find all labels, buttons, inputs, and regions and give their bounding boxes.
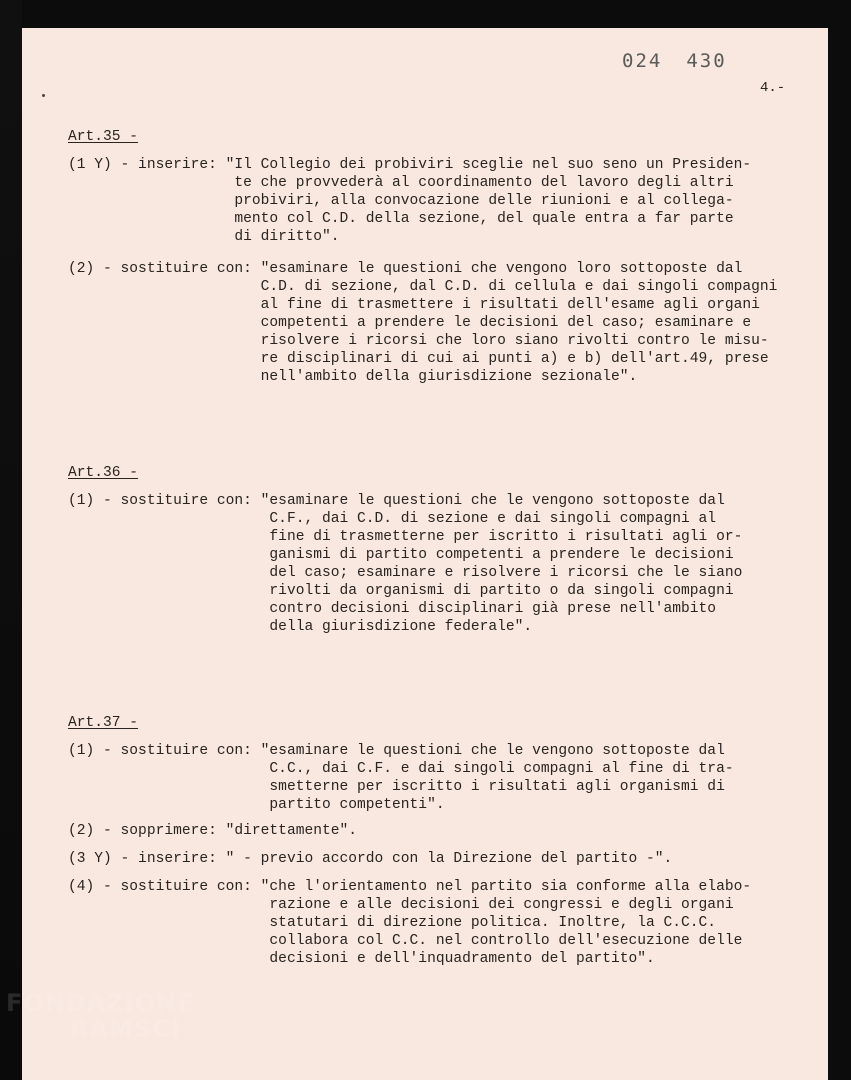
art36-line: C.F., dai C.D. di sezione e dai singoli compagni al: [68, 511, 717, 527]
archive-number-b: 430: [686, 50, 727, 72]
art35-line: te che provvederà al coordinamento del lavoro degli altri: [68, 175, 734, 191]
page-number: 4.-: [760, 80, 786, 96]
logo-line-1: FONDAZIONE: [6, 989, 195, 1017]
art35-line: di diritto".: [68, 229, 340, 245]
art37-line: C.C., dai C.F. e dai singoli compagni al fine di tra-: [68, 761, 734, 777]
art35-line: (2) - sostituire con: "esaminare le questioni che vengono loro sottoposte dal: [68, 261, 743, 277]
art37-line: partito competenti".: [68, 797, 445, 813]
art36-heading: Art.36 -: [68, 465, 139, 481]
art36-line: contro decisioni disciplinari già prese nell'ambito: [68, 601, 717, 617]
art37-heading: Art.37 -: [68, 715, 139, 731]
fondazione-gramsci-logo: [6, 990, 195, 1042]
art35-line: competenti a prendere le decisioni del caso; esaminare e: [68, 315, 752, 331]
archive-number-a: 024: [622, 50, 663, 72]
art37-line: (1) - sostituire con: "esaminare le questioni che le vengono sottoposte dal: [68, 743, 725, 759]
art36-line: rivolti da organismi di partito o da singoli compagni: [68, 583, 734, 599]
art37-line: (3 Y) - inserire: " - previo accordo con la Direzione del partito -".: [68, 851, 673, 867]
art36-line: fine di trasmetterne per iscritto i risultati agli or-: [68, 529, 743, 545]
art35-line: (1 Y) - inserire: "Il Collegio dei probiviri sceglie nel suo seno un Presiden-: [68, 157, 752, 173]
scan-border: [0, 0, 22, 1080]
art37-line: collabora col C.C. nel controllo dell'esecuzione delle: [68, 933, 743, 949]
art37-line: (4) - sostituire con: "che l'orientamento nel partito sia conforme alla elabo-: [68, 879, 752, 895]
logo-line-2: RAMSCI: [70, 1015, 181, 1043]
art35-heading: Art.35 -: [68, 129, 139, 145]
art36-line: ganismi di partito competenti a prendere le decisioni: [68, 547, 734, 563]
art37-line: decisioni e dell'inquadramento del partito".: [68, 951, 655, 967]
document-page: [22, 28, 828, 1080]
art35-line: risolvere i ricorsi che loro siano rivolti contro le misu-: [68, 333, 769, 349]
art35-line: C.D. di sezione, dal C.D. di cellula e dai singoli compagni: [68, 279, 778, 295]
art37-line: smetterne per iscritto i risultati agli organismi di: [68, 779, 725, 795]
art35-line: nell'ambito della giurisdizione sezionale".: [68, 369, 638, 385]
art36-line: (1) - sostituire con: "esaminare le questioni che le vengono sottoposte dal: [68, 493, 725, 509]
stray-mark: [42, 94, 45, 97]
art37-line: razione e alle decisioni dei congressi e degli organi: [68, 897, 734, 913]
art36-line: del caso; esaminare e risolvere i ricorsi che le siano: [68, 565, 743, 581]
art37-line: (2) - sopprimere: "direttamente".: [68, 823, 358, 839]
art37-line: statutari di direzione politica. Inoltre, la C.C.C.: [68, 915, 717, 931]
art35-line: al fine di trasmettere i risultati dell'esame agli organi: [68, 297, 760, 313]
art35-line: probiviri, alla convocazione delle riunioni e al collega-: [68, 193, 734, 209]
art35-line: re disciplinari di cui ai punti a) e b) dell'art.49, prese: [68, 351, 769, 367]
archive-number: [622, 50, 727, 72]
art36-line: della giurisdizione federale".: [68, 619, 533, 635]
art35-line: mento col C.D. della sezione, del quale entra a far parte: [68, 211, 734, 227]
